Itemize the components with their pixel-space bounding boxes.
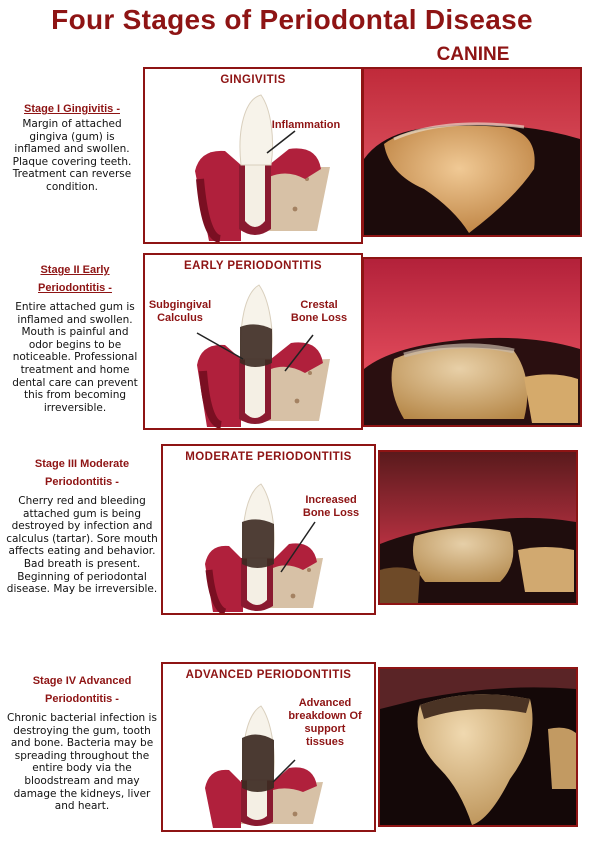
stage-3-label-increased-bone-loss: Increased Bone Loss	[302, 494, 360, 519]
stage-1-text	[6, 100, 138, 194]
stage-3-heading: Stage III Moderate Periodontitis -	[34, 458, 130, 488]
stage-2-label-subgingival-calculus: Subgingival Calculus	[148, 299, 212, 324]
tooth-diagram-gingivitis	[145, 69, 361, 242]
stage-1-description: Margin of attached gingiva (gum) is inflamed and swollen. Plaque covering teeth. Treatment can reverse condition.	[12, 118, 132, 193]
stage-3-text	[6, 455, 158, 596]
stage-4-diagram	[161, 662, 376, 832]
stage-1-heading: Stage I Gingivitis -	[24, 103, 120, 115]
tooth-diagram-early-periodontitis	[145, 255, 361, 428]
stage-1-diagram-title: GINGIVITIS	[220, 74, 286, 86]
page-subtitle: CANINE	[436, 44, 510, 65]
stage-2-text	[10, 261, 140, 414]
stage-2-heading: Stage II Early Periodontitis -	[38, 264, 112, 294]
stage-4-diagram-title: ADVANCED PERIODONTITIS	[185, 669, 352, 681]
stage-4-description: Chronic bacterial infection is destroying the gum, tooth and bone. Bacteria may be spreading throughout the entire body via the bloodstream and may damage the kidneys, liver and heart.	[7, 712, 157, 813]
stage-3-photo	[378, 450, 578, 605]
tooth-diagram-moderate-periodontitis	[163, 446, 374, 613]
stage-4-heading: Stage IV Advanced Periodontitis -	[32, 675, 132, 705]
stage-2-label-crestal-bone-loss: Crestal Bone Loss	[290, 299, 348, 324]
stage-2-diagram	[143, 253, 363, 430]
stage-1-diagram	[143, 67, 363, 244]
stage-1-label-inflammation: Inflammation	[271, 119, 341, 131]
stage-3-diagram-title: MODERATE PERIODONTITIS	[185, 451, 352, 463]
stage-1-photo	[362, 67, 582, 237]
stage-4-photo	[378, 667, 578, 827]
stage-4-text	[6, 672, 158, 813]
page-title: Four Stages of Periodontal Disease	[51, 4, 533, 35]
stage-2-description: Entire attached gum is inflamed and swollen. Mouth is painful and odor begins to be noticeable. Professional treatment and home dental care can prevent this from becoming irreversible.	[12, 301, 138, 414]
stage-2-photo	[362, 257, 582, 427]
stage-4-label-advanced-breakdown: Advanced breakdown Of support tissues	[288, 697, 362, 748]
stage-2-diagram-title: EARLY PERIODONTITIS	[184, 260, 322, 272]
stage-3-diagram	[161, 444, 376, 615]
stage-3-description: Cherry red and bleeding attached gum is being destroyed by infection and calculus (tartar). Sore mouth affects eating and behavior. Bad breath is present. Beginning of periodontal disease. May be irreversible.	[6, 495, 158, 596]
